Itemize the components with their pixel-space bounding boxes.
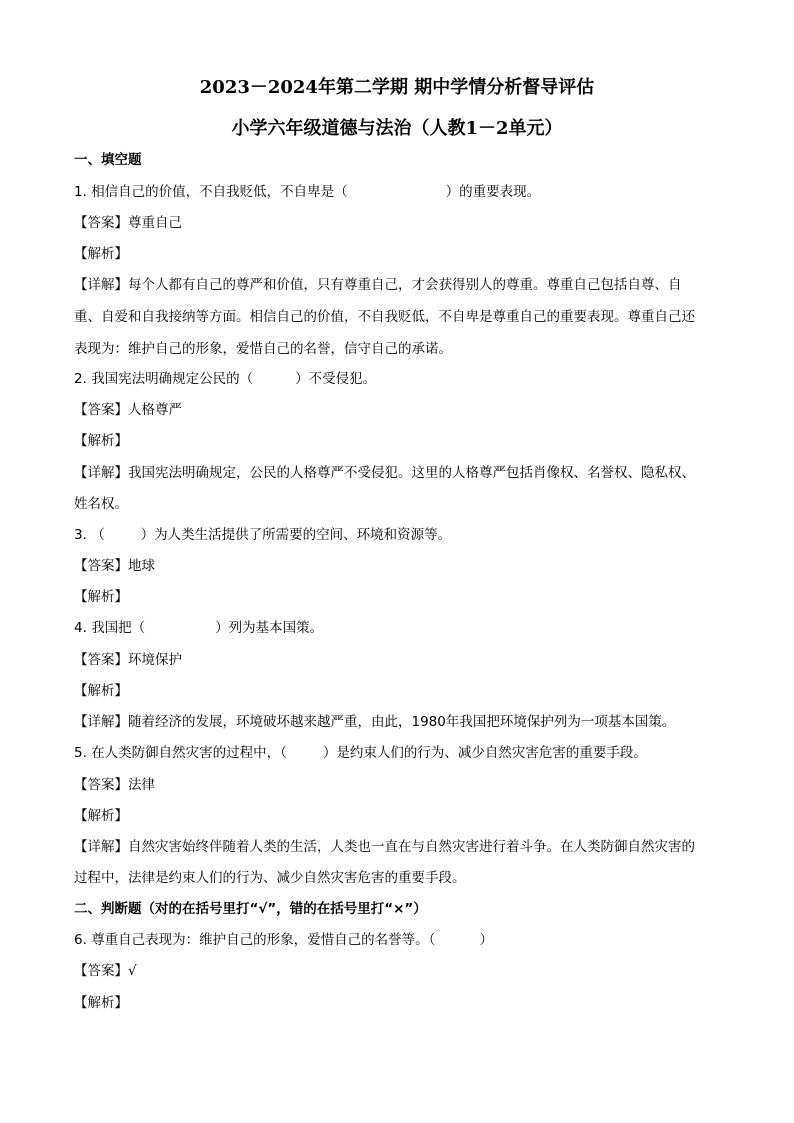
question-4 <box>74 619 724 637</box>
detail-text: 随着经济的发展，环境破坏越来越严重，由此，1980年我国把环境保护列为一项基本国策。 <box>128 714 676 730</box>
answer-text: 环境保护 <box>128 652 182 668</box>
answer-text: 人格尊严 <box>128 402 182 418</box>
analysis-label-6: 【解析】 <box>74 995 128 1011</box>
detail-line-1c: 表现为：维护自己的形象，爱惜自己的名誉，信守自己的承诺。 <box>74 341 452 357</box>
question-5 <box>74 744 724 762</box>
detail-line-5b: 过程中，法律是约束人们的行为、减少自然灾害危害的重要手段。 <box>74 870 466 886</box>
question-text-start: （ <box>91 527 105 543</box>
question-text-start: 我国把（ <box>91 620 146 636</box>
question-number: 3. <box>74 527 87 543</box>
analysis-label-2: 【解析】 <box>74 433 128 449</box>
detail-label: 【详解】 <box>74 465 128 481</box>
detail-line-2a <box>74 464 724 482</box>
question-text-start: 我国宪法明确规定公民的（ <box>91 371 254 387</box>
answer-label: 【答案】 <box>74 558 128 574</box>
detail-line-2b: 姓名权。 <box>74 496 128 512</box>
answer-row-5 <box>74 776 724 794</box>
answer-label: 【答案】 <box>74 963 128 979</box>
question-1 <box>74 183 724 201</box>
detail-line-5a <box>74 838 724 856</box>
detail-text: 我国宪法明确规定，公民的人格尊严不受侵犯。这里的人格尊严包括肖像权、名誉权、隐私权、 <box>128 465 695 481</box>
question-text-end: ）是约束人们的行为、减少自然灾害危害的重要手段。 <box>322 745 647 761</box>
question-2 <box>74 370 724 388</box>
answer-label: 【答案】 <box>74 777 128 793</box>
question-text-end: ）为人类生活提供了所需要的空间、环境和资源等。 <box>140 527 452 543</box>
answer-row-4 <box>74 651 724 669</box>
detail-text: 自然灾害始终伴随着人类的生活，人类也一直在与自然灾害进行着斗争。在人类防御自然灾害的 <box>128 839 695 855</box>
question-6 <box>74 931 724 949</box>
answer-label: 【答案】 <box>74 215 128 231</box>
detail-label: 【详解】 <box>74 277 128 293</box>
answer-text: 法律 <box>128 777 155 793</box>
detail-line-1b: 重、自爱和自我接纳等方面。相信自己的价值，不自我贬低，不自卑是尊重自己的重要表现。尊重自己还 <box>74 309 695 325</box>
page-title: 2023－2024年第二学期 期中学情分析督导评估 <box>199 77 595 98</box>
question-number: 2. <box>74 371 87 387</box>
detail-label: 【详解】 <box>74 714 128 730</box>
analysis-label-5: 【解析】 <box>74 808 128 824</box>
answer-row-1 <box>74 214 724 232</box>
question-number: 5. <box>74 745 87 761</box>
question-text-end: ）的重要表现。 <box>445 184 541 200</box>
detail-line-1a <box>74 276 724 294</box>
analysis-label-1: 【解析】 <box>74 246 128 262</box>
answer-label: 【答案】 <box>74 652 128 668</box>
question-number: 4. <box>74 620 87 636</box>
answer-label: 【答案】 <box>74 402 128 418</box>
question-text-end: ） <box>479 932 493 948</box>
section-heading-true-false: 二、判断题（对的在括号里打“√”，错的在括号里打“×”） <box>74 901 427 917</box>
detail-label: 【详解】 <box>74 839 128 855</box>
answer-text: √ <box>128 963 137 979</box>
question-3 <box>74 526 724 544</box>
analysis-label-4: 【解析】 <box>74 683 128 699</box>
question-text-end: ）不受侵犯。 <box>295 371 377 387</box>
question-text-start: 在人类防御自然灾害的过程中，（ <box>91 745 287 761</box>
question-number: 1. <box>74 184 87 200</box>
section-heading-fill-blank: 一、填空题 <box>74 152 142 168</box>
page-subtitle: 小学六年级道德与法治（人教1－2单元） <box>231 118 563 139</box>
question-text-end: ）列为基本国策。 <box>215 620 324 636</box>
question-text-start: 尊重自己表现为：维护自己的形象，爱惜自己的名誉等。（ <box>91 932 436 948</box>
detail-line-4a <box>74 713 724 731</box>
answer-row-6 <box>74 962 724 980</box>
answer-row-2 <box>74 401 724 419</box>
analysis-label-3: 【解析】 <box>74 589 128 605</box>
detail-text: 每个人都有自己的尊严和价值，只有尊重自己，才会获得别人的尊重。尊重自己包括自尊、自 <box>128 277 682 293</box>
answer-text: 尊重自己 <box>128 215 182 231</box>
question-text-start: 相信自己的价值，不自我贬低，不自卑是（ <box>91 184 348 200</box>
answer-text: 地球 <box>128 558 155 574</box>
answer-row-3 <box>74 557 724 575</box>
question-number: 6. <box>74 932 87 948</box>
